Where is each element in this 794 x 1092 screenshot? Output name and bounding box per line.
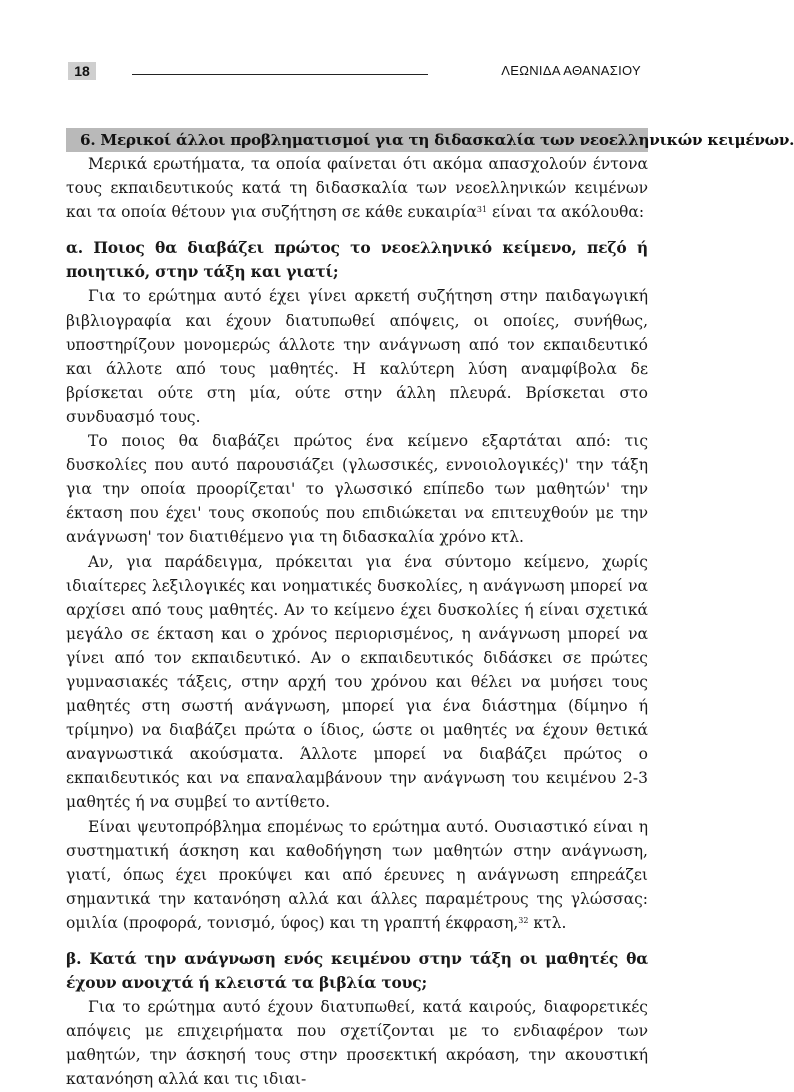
page-body: [66, 128, 794, 1092]
footnote-ref: 32: [518, 915, 529, 925]
page-header: [0, 60, 711, 84]
spacer: [66, 224, 648, 236]
question-a-paragraph-2: Το ποιος θα διαβάζει πρώτος ένα κείμενο εξαρτάται από: τις δυσκολίες που αυτό παρουσιάζει (γλωσσικές, εννοιολογικές)' την τάξη για την οποία προορίζεται' το γλωσσικό επίπεδο των μαθητών' την έκταση που έχει' τους σκοπούς που επιδιώκεται να επιτευχθούν με την ανάγνωση' τον διατιθέμενο για τη διδασκαλία χρόνο κτλ.: [66, 432, 648, 547]
page-number: 18: [68, 62, 96, 80]
intro-text: Μερικά ερωτήματα, τα οποία φαίνεται ότι ακόμα απασχολούν έντονα τους εκπαιδευτικούς κατά τη διδασκαλία των νεοελληνικών κειμένων και τα οποία θέτουν για συζήτηση σε κάθε ευκαιρία: [66, 155, 648, 222]
paragraph-text-end: κτλ.: [528, 913, 567, 932]
paragraph-text: Είναι ψευτοπρόβλημα επομένως το ερώτημα αυτό. Ουσιαστικό είναι η συστηματική άσκηση και καθοδήγηση των μαθητών στην ανάγνωση, γιατί, όπως έχει προκύψει και από έρευνες η ανάγνωση επηρεάζει σημαντικά την κατανόηση αλλά και άλλες παραμέτρους της γλώσσας: ομιλία (προφορά, τονισμό, ύφος) και τη γραπτή έκφραση,: [66, 817, 648, 932]
spacer: [66, 935, 648, 947]
question-a-paragraph-3: Αν, για παράδειγμα, πρόκειται για ένα σύντομο κείμενο, χωρίς ιδιαίτερες λεξιλογικές και νοηματικές δυσκολίες, η ανάγνωση μπορεί να αρχίσει από τους μαθητές. Αν το κείμενο έχει δυσκολίες ή είναι σχετικά μεγάλο σε έκταση και ο χρόνος περιορισμένος, η ανάγνωση μπορεί να γίνει από τον εκπαιδευτικό. Αν ο εκπαιδευτικός διδάσκει σε πρώτες γυμνασιακές τάξεις, στην αρχή του χρόνου και θέλει να μυήσει τους μαθητές στη σωστή ανάγνωση, μπορεί για ένα διάστημα (δίμηνο ή τρίμηνο) να διαβάζει πρώτα ο ίδιος, ώστε οι μαθητές να έχουν θετικά αναγνωστικά ακούσματα. Άλλοτε μπορεί να διαβάζει πρώτος ο εκπαιδευτικός και να επαναλαμβάνουν την ανάγνωση του κειμένου 2-3 μαθητές ή να συμβεί το αντίθετο.: [66, 552, 648, 812]
running-head: ΛΕΩΝΙΔΑ ΑΘΑΝΑΣΙΟΥ: [501, 63, 641, 78]
footnote-ref: 31: [476, 205, 488, 215]
header-rule: [132, 74, 428, 75]
question-a-heading: α. Ποιος θα διαβάζει πρώτος το νεοελληνικό κείμενο, πεζό ή ποιητικό, στην τάξη και γιατί;: [66, 238, 648, 282]
question-a-paragraph-1: Για το ερώτημα αυτό έχει γίνει αρκετή συζήτηση στην παιδαγωγική βιβλιογραφία και έχουν διατυπωθεί απόψεις, οι οποίες, συνήθως, υποστηρίζουν μονομερώς άλλοτε την ανάγνωση από τον εκπαιδευτικό και άλλοτε από τους μαθητές. Η καλύτερη λύση αναμφίβολα δε βρίσκεται ούτε στη μία, ούτε στην άλλη πλευρά. Βρίσκεται στο συνδυασμό τους.: [66, 287, 648, 426]
section-title: 6. Μερικοί άλλοι προβληματισμοί για τη διδασκαλία των νεοελληνικών κειμένων.: [66, 128, 648, 152]
section-intro: [66, 152, 648, 224]
question-a-paragraph-4: [66, 815, 648, 935]
question-b-paragraph-1: Για το ερώτημα αυτό έχουν διατυπωθεί, κατά καιρούς, διαφορετικές απόψεις με επιχειρήματα που σχετίζονται με το ενδιαφέρον των μαθητών, την άσκησή τους στην προσεκτική ακρόαση, την ακουστική κατανόηση αλλά και τις ιδιαι-: [66, 998, 648, 1089]
intro-text-end: είναι τα ακόλουθα:: [487, 203, 645, 222]
question-b-heading: β. Κατά την ανάγνωση ενός κειμένου στην τάξη οι μαθητές θα έχουν ανοιχτά ή κλειστά τα βιβλία τους;: [66, 949, 648, 993]
